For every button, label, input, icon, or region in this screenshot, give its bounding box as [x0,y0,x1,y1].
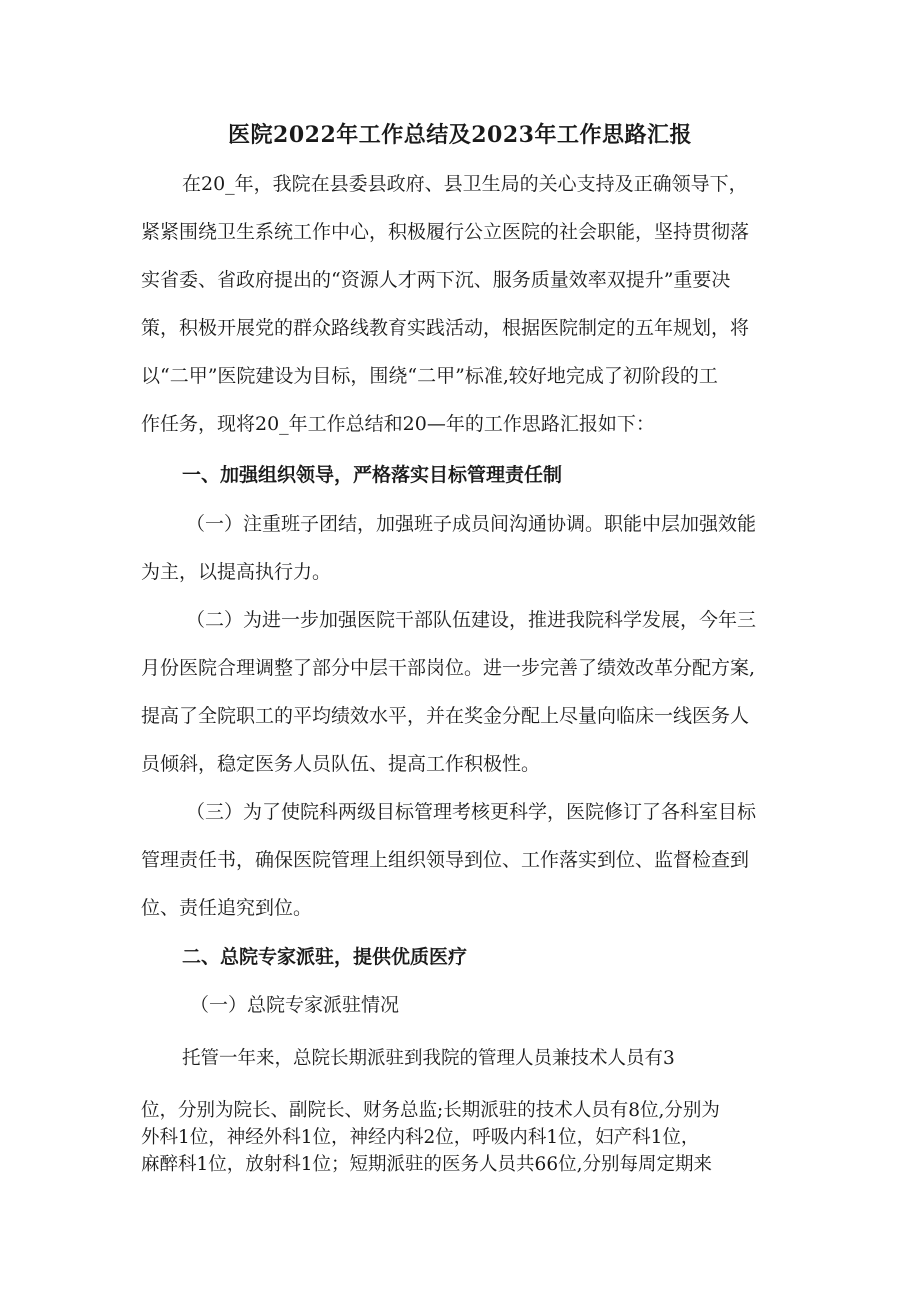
section-1-heading: 一、加强组织领导，严格落实目标管理责任制 [182,464,563,486]
paragraph-line: 位，分别为院长、副院长、财务总监;长期派驻的技术人员有8位,分别为 [141,1100,720,1121]
paragraph-line: （三）为了使院科两级目标管理考核更科学，医院修订了各科室目标 [186,801,757,823]
intro-line: 以“二甲”医院建设为目标，围绕“二甲”标准,较好地完成了初阶段的工 [141,365,718,387]
section-2-heading: 二、总院专家派驻，提供优质医疗 [182,946,468,968]
paragraph-line: 外科1位，神经外科1位，神经内科2位，呼吸内科1位，妇产科1位， [141,1127,700,1148]
intro-line: 策，积极开展党的群众路线教育实践活动，根据医院制定的五年规划，将 [141,317,750,339]
intro-line: 在20_年，我院在县委县政府、县卫生局的关心支持及正确领导下， [182,173,748,195]
paragraph-line: 位、责任追究到位。 [141,897,313,919]
paragraph-line: 员倾斜，稳定医务人员队伍、提高工作积极性。 [141,753,541,775]
section-2-subheading: （一）总院专家派驻情况 [190,994,400,1016]
intro-line: 紧紧围绕卫生系统工作中心，积极履行公立医院的社会职能，坚持贯彻落 [141,221,750,243]
paragraph-line: 提高了全院职工的平均绩效水平，并在奖金分配上尽量向临床一线医务人 [141,705,750,727]
paragraph-line: （一）注重班子团结，加强班子成员间沟通协调。职能中层加强效能 [186,513,757,535]
intro-line: 作任务，现将20_年工作总结和20—年的工作思路汇报如下： [141,413,655,435]
paragraph-line: 麻醉科1位，放射科1位；短期派驻的医务人员共66位,分别每周定期来 [141,1154,712,1175]
intro-line: 实省委、省政府提出的“资源人才两下沉、服务质量效率双提升”重要决 [141,269,731,291]
paragraph-line: 管理责任书，确保医院管理上组织领导到位、工作落实到位、监督检查到 [141,849,750,871]
paragraph-line: （二）为进一步加强医院干部队伍建设，推进我院科学发展，今年三 [186,609,757,631]
document-title: 医院2022年工作总结及2023年工作思路汇报 [228,122,692,148]
paragraph-line: 月份医院合理调整了部分中层干部岗位。进一步完善了绩效改革分配方案, [141,657,756,679]
paragraph-line: 为主，以提高执行力。 [141,561,332,583]
paragraph-line: 托管一年来，总院长期派驻到我院的管理人员兼技术人员有3 [182,1048,675,1069]
